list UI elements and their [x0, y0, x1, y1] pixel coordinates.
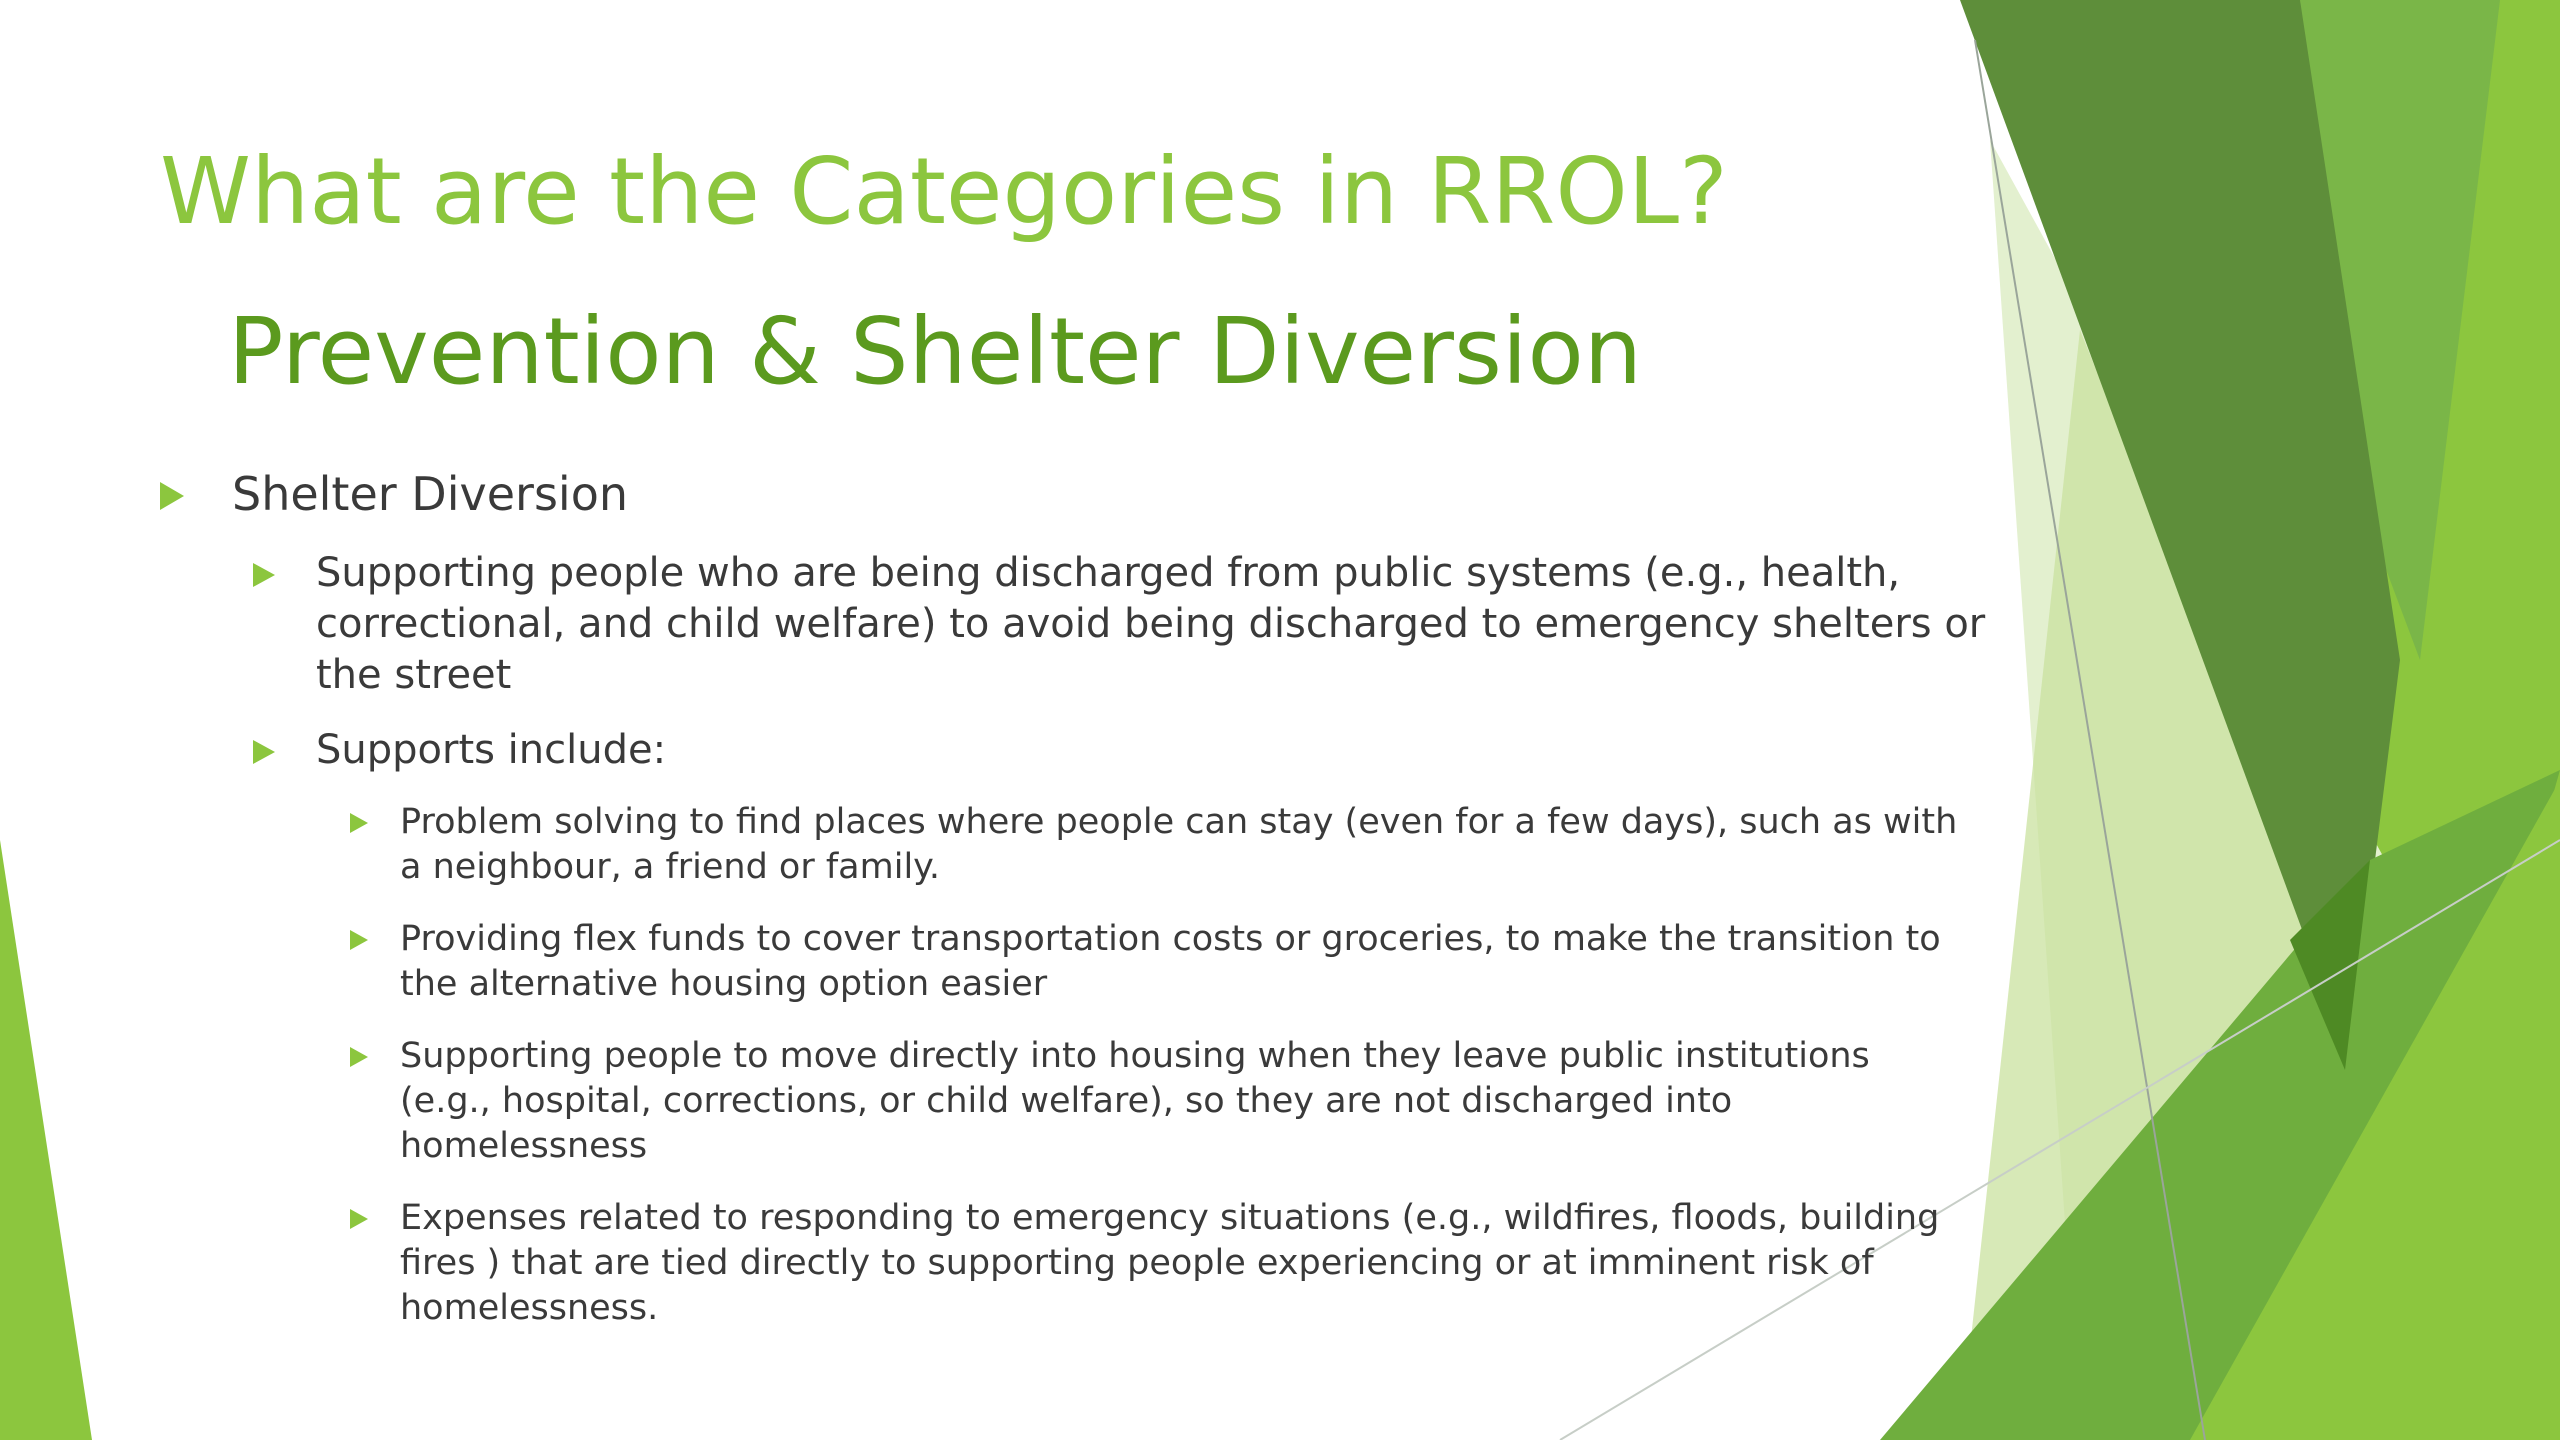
bullet-supports-include	[253, 725, 1986, 776]
green-triangle-bullet-icon	[160, 482, 184, 510]
left-green-sliver	[0, 840, 92, 1440]
sub-bullet-move-into-housing	[350, 1034, 1960, 1169]
bullet-text: Supporting people to move directly into housing when they leave public institutions (e.g., hospital, corrections, or child welfare), so they are not discharged into homelessness	[400, 1036, 1870, 1166]
green-triangle-bullet-icon	[253, 563, 275, 587]
sub-bullet-flex-funds	[350, 917, 1960, 1007]
bullet-text: Problem solving to find places where people can stay (even for a few days), such as with a neighbour, a friend or family.	[400, 802, 1958, 887]
green-triangle-bullet-icon	[253, 740, 275, 764]
green-triangle-bullet-icon	[350, 813, 368, 833]
sub-bullet-problem-solving	[350, 800, 1960, 890]
bullet-text: Providing flex funds to cover transportation costs or groceries, to make the transition to the alternative housing option easier	[400, 919, 1941, 1004]
bullet-supporting-people	[253, 548, 1986, 701]
slide-subtitle: Prevention & Shelter Diversion	[228, 298, 1643, 405]
green-triangle-bullet-icon	[350, 1209, 368, 1229]
bullet-text: Expenses related to responding to emergency situations (e.g., wildfires, floods, building fires ) that are tied directly to supporting people experiencing or at imminent risk of homelessness.	[400, 1198, 1940, 1328]
bullet-text: Supporting people who are being discharged from public systems (e.g., health, correctional, and child welfare) to avoid being discharged to emergency shelters or the street	[316, 550, 1986, 698]
bullet-list	[160, 462, 1986, 1358]
green-triangle-bullet-icon	[350, 930, 368, 950]
bullet-text: Shelter Diversion	[232, 467, 628, 521]
bullet-shelter-diversion	[160, 462, 1960, 526]
slide-title: What are the Categories in RROL?	[160, 138, 1728, 245]
green-triangle-bullet-icon	[350, 1047, 368, 1067]
sub-bullet-emergency-expenses	[350, 1196, 1960, 1331]
bullet-text: Supports include:	[316, 727, 667, 773]
